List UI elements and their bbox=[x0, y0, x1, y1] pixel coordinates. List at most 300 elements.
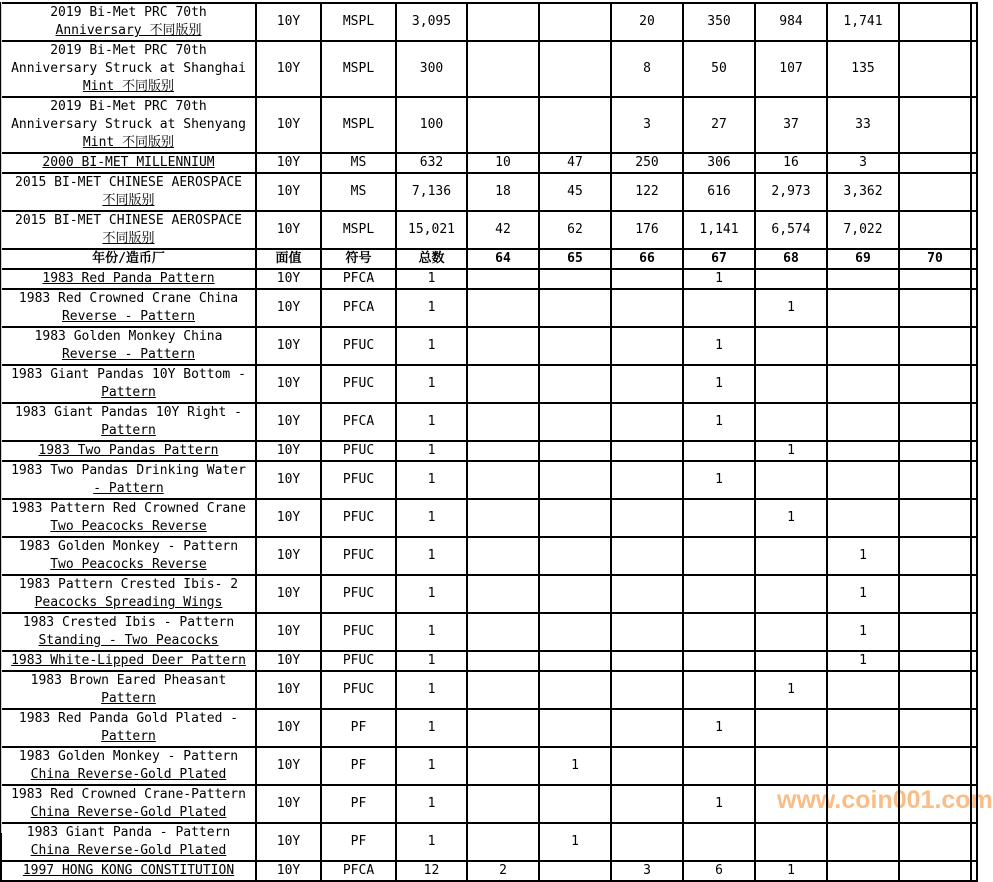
spreadsheet-gridline-margin bbox=[971, 785, 977, 823]
coin-name-cell bbox=[1, 41, 256, 97]
grade-68-count-cell bbox=[755, 575, 827, 613]
coin-name-line: Anniversary 不同版别 bbox=[55, 23, 202, 38]
face-value-cell: 10Y bbox=[256, 861, 321, 881]
coin-row bbox=[1, 97, 977, 153]
grade-67-count-cell: 306 bbox=[683, 153, 755, 173]
total-count-cell: 1 bbox=[396, 613, 467, 651]
grade-65-count-cell bbox=[539, 861, 611, 881]
grade-64-count-cell bbox=[467, 97, 539, 153]
spreadsheet-gridline-margin bbox=[971, 613, 977, 651]
grade-68-count-cell: 1 bbox=[755, 441, 827, 461]
coin-name-line: 2015 BI-MET CHINESE AEROSPACE bbox=[15, 175, 242, 190]
coin-name-line: Pattern bbox=[101, 385, 156, 400]
grade-64-count-cell bbox=[467, 823, 539, 861]
grade-66-count-cell: 3 bbox=[611, 861, 683, 881]
spreadsheet-gridline-margin bbox=[971, 211, 977, 249]
grade-68-count-cell: 1 bbox=[755, 861, 827, 881]
grade-65-count-cell bbox=[539, 785, 611, 823]
grade-67-count-cell: 1 bbox=[683, 269, 755, 289]
coin-name-line: 2019 Bi-Met PRC 70th bbox=[50, 5, 207, 20]
coin-name-cell bbox=[1, 575, 256, 613]
grade-69-count-cell bbox=[827, 441, 899, 461]
coin-name-line: 1983 Red Crowned Crane-Pattern bbox=[11, 787, 246, 802]
coin-name-cell bbox=[1, 785, 256, 823]
spreadsheet-gridline-margin bbox=[971, 499, 977, 537]
coin-name-cell bbox=[1, 709, 256, 747]
grade-symbol-cell: MSPL bbox=[321, 211, 396, 249]
face-value-cell: 10Y bbox=[256, 613, 321, 651]
grade-65-count-cell: 62 bbox=[539, 211, 611, 249]
coin-name-line: 1983 Pattern Red Crowned Crane bbox=[11, 501, 246, 516]
spreadsheet-gridline-margin bbox=[971, 269, 977, 289]
grade-66-count-cell bbox=[611, 327, 683, 365]
coin-row bbox=[1, 403, 977, 441]
grade-65-count-cell bbox=[539, 441, 611, 461]
grade-66-column-header: 66 bbox=[611, 249, 683, 269]
coin-name-line: Pattern bbox=[101, 423, 156, 438]
grade-66-count-cell: 3 bbox=[611, 97, 683, 153]
face-value-cell: 10Y bbox=[256, 785, 321, 823]
spreadsheet-gridline-margin bbox=[971, 365, 977, 403]
coin-name-cell bbox=[1, 211, 256, 249]
coin-population-table bbox=[0, 2, 978, 882]
coin-name-line: 1983 Two Pandas Drinking Water bbox=[11, 463, 246, 478]
spreadsheet-gridline-margin bbox=[971, 3, 977, 41]
grade-65-count-cell: 1 bbox=[539, 823, 611, 861]
grade-70-count-cell bbox=[899, 785, 971, 823]
grade-70-count-cell bbox=[899, 651, 971, 671]
coin-row bbox=[1, 441, 977, 461]
coin-name-cell bbox=[1, 671, 256, 709]
spreadsheet-gridline-margin bbox=[971, 153, 977, 173]
grade-68-count-cell bbox=[755, 461, 827, 499]
grade-64-count-cell bbox=[467, 461, 539, 499]
grade-70-column-header: 70 bbox=[899, 249, 971, 269]
grade-70-count-cell bbox=[899, 861, 971, 881]
coin-name-line: Two Peacocks Reverse bbox=[50, 557, 207, 572]
coin-name-cell bbox=[1, 365, 256, 403]
coin-name-line: Standing - Two Peacocks bbox=[38, 633, 219, 648]
grade-66-count-cell bbox=[611, 537, 683, 575]
grade-64-count-cell bbox=[467, 3, 539, 41]
grade-70-count-cell bbox=[899, 327, 971, 365]
grade-66-count-cell bbox=[611, 441, 683, 461]
coin-row bbox=[1, 289, 977, 327]
grade-68-count-cell bbox=[755, 537, 827, 575]
grade-symbol-cell: PF bbox=[321, 823, 396, 861]
grade-64-count-cell: 2 bbox=[467, 861, 539, 881]
spreadsheet-gridline-margin bbox=[971, 41, 977, 97]
grade-68-count-cell bbox=[755, 403, 827, 441]
coin-name-line: 1983 Brown Eared Pheasant bbox=[30, 673, 227, 688]
grade-68-count-cell bbox=[755, 613, 827, 651]
grade-symbol-cell: PFUC bbox=[321, 441, 396, 461]
grade-66-count-cell bbox=[611, 747, 683, 785]
grade-symbol-cell: MSPL bbox=[321, 97, 396, 153]
face-value-cell: 10Y bbox=[256, 153, 321, 173]
coin-name-cell bbox=[1, 173, 256, 211]
grade-68-count-cell: 6,574 bbox=[755, 211, 827, 249]
coin-name-line: Anniversary Struck at Shanghai bbox=[11, 61, 246, 76]
grade-64-count-cell bbox=[467, 269, 539, 289]
grade-65-count-cell: 47 bbox=[539, 153, 611, 173]
grade-70-count-cell bbox=[899, 269, 971, 289]
grade-65-count-cell bbox=[539, 537, 611, 575]
grade-70-count-cell bbox=[899, 709, 971, 747]
grade-67-count-cell bbox=[683, 671, 755, 709]
grade-67-count-cell: 1 bbox=[683, 785, 755, 823]
face-value-cell: 10Y bbox=[256, 747, 321, 785]
grade-66-count-cell bbox=[611, 575, 683, 613]
coin-row bbox=[1, 3, 977, 41]
grade-symbol-cell: MS bbox=[321, 173, 396, 211]
grade-symbol-cell: PFCA bbox=[321, 289, 396, 327]
grade-64-count-cell bbox=[467, 289, 539, 327]
coin-row bbox=[1, 211, 977, 249]
coin-row bbox=[1, 613, 977, 651]
face-value-cell: 10Y bbox=[256, 327, 321, 365]
grade-66-count-cell: 8 bbox=[611, 41, 683, 97]
grade-symbol-cell: PF bbox=[321, 747, 396, 785]
coin-row bbox=[1, 823, 977, 861]
coin-name-line: Mint 不同版别 bbox=[82, 135, 175, 150]
grade-65-count-cell: 1 bbox=[539, 747, 611, 785]
face-value-cell: 10Y bbox=[256, 441, 321, 461]
grade-64-count-cell bbox=[467, 365, 539, 403]
face-value-cell: 10Y bbox=[256, 173, 321, 211]
grade-69-count-cell bbox=[827, 861, 899, 881]
grade-69-count-cell: 1,741 bbox=[827, 3, 899, 41]
grade-64-count-cell bbox=[467, 41, 539, 97]
grade-69-column-header: 69 bbox=[827, 249, 899, 269]
coin-row bbox=[1, 153, 977, 173]
grade-68-count-cell: 1 bbox=[755, 671, 827, 709]
total-count-cell: 3,095 bbox=[396, 3, 467, 41]
coin-name-line: 1983 Red Crowned Crane China bbox=[18, 291, 239, 306]
face-value-cell: 10Y bbox=[256, 365, 321, 403]
grade-68-count-cell: 1 bbox=[755, 499, 827, 537]
coin-row bbox=[1, 537, 977, 575]
coin-name-line: 1983 Crested Ibis - Pattern bbox=[22, 615, 235, 630]
grade-64-count-cell bbox=[467, 671, 539, 709]
coin-name-line: China Reverse-Gold Plated bbox=[30, 805, 227, 820]
face-value-cell: 10Y bbox=[256, 537, 321, 575]
spreadsheet-gridline-margin bbox=[971, 441, 977, 461]
grade-symbol-cell: MS bbox=[321, 153, 396, 173]
coin-name-line: Pattern bbox=[101, 691, 156, 706]
grade-64-count-cell bbox=[467, 651, 539, 671]
face-value-cell: 10Y bbox=[256, 709, 321, 747]
coin-name-line: Reverse - Pattern bbox=[61, 347, 196, 362]
grade-65-count-cell bbox=[539, 327, 611, 365]
coin-row bbox=[1, 709, 977, 747]
grade-symbol-cell: PFUC bbox=[321, 327, 396, 365]
grade-69-count-cell bbox=[827, 327, 899, 365]
grade-68-count-cell: 984 bbox=[755, 3, 827, 41]
grade-symbol-column-header: 符号 bbox=[321, 249, 396, 269]
grade-67-count-cell bbox=[683, 613, 755, 651]
spreadsheet-gridline-margin bbox=[971, 461, 977, 499]
coin-name-cell bbox=[1, 651, 256, 671]
grade-65-count-cell bbox=[539, 651, 611, 671]
grade-67-count-cell bbox=[683, 537, 755, 575]
coin-row bbox=[1, 861, 977, 881]
coin-name-line: Mint 不同版别 bbox=[82, 79, 175, 94]
total-count-cell: 1 bbox=[396, 747, 467, 785]
grade-69-count-cell bbox=[827, 823, 899, 861]
spreadsheet-gridline-margin bbox=[971, 289, 977, 327]
total-count-cell: 1 bbox=[396, 441, 467, 461]
face-value-cell: 10Y bbox=[256, 3, 321, 41]
face-value-cell: 10Y bbox=[256, 403, 321, 441]
grade-65-count-cell bbox=[539, 289, 611, 327]
grade-65-count-cell bbox=[539, 461, 611, 499]
total-count-cell: 1 bbox=[396, 365, 467, 403]
total-count-cell: 15,021 bbox=[396, 211, 467, 249]
grade-symbol-cell: PFUC bbox=[321, 461, 396, 499]
coin-name-cell bbox=[1, 823, 256, 861]
coin-row bbox=[1, 575, 977, 613]
grade-69-count-cell: 135 bbox=[827, 41, 899, 97]
grade-symbol-cell: PFUC bbox=[321, 671, 396, 709]
grade-67-count-cell bbox=[683, 499, 755, 537]
spreadsheet-gridline-margin bbox=[971, 249, 977, 269]
grade-69-count-cell bbox=[827, 499, 899, 537]
grade-69-count-cell bbox=[827, 365, 899, 403]
coin-name-line: 1983 White-Lipped Deer Pattern bbox=[11, 653, 246, 668]
grade-67-count-cell bbox=[683, 651, 755, 671]
grade-64-count-cell bbox=[467, 747, 539, 785]
total-count-cell: 100 bbox=[396, 97, 467, 153]
grade-69-count-cell bbox=[827, 289, 899, 327]
face-value-cell: 10Y bbox=[256, 575, 321, 613]
coin-name-line: China Reverse-Gold Plated bbox=[30, 767, 227, 782]
grade-68-count-cell: 16 bbox=[755, 153, 827, 173]
grade-66-count-cell bbox=[611, 289, 683, 327]
grade-65-count-cell: 45 bbox=[539, 173, 611, 211]
grade-symbol-cell: PFCA bbox=[321, 269, 396, 289]
face-value-cell: 10Y bbox=[256, 671, 321, 709]
face-value-cell: 10Y bbox=[256, 269, 321, 289]
coin-name-line: 1983 Red Panda Pattern bbox=[42, 271, 215, 286]
face-value-cell: 10Y bbox=[256, 651, 321, 671]
grade-68-count-cell: 2,973 bbox=[755, 173, 827, 211]
grade-70-count-cell bbox=[899, 823, 971, 861]
grade-65-count-cell bbox=[539, 403, 611, 441]
total-count-cell: 1 bbox=[396, 785, 467, 823]
coin-name-line: 2019 Bi-Met PRC 70th bbox=[50, 43, 207, 58]
grade-69-count-cell bbox=[827, 403, 899, 441]
grade-symbol-cell: PFUC bbox=[321, 575, 396, 613]
coin-name-line: Peacocks Spreading Wings bbox=[34, 595, 223, 610]
total-count-cell: 1 bbox=[396, 269, 467, 289]
grade-68-count-cell bbox=[755, 327, 827, 365]
grade-symbol-cell: PFCA bbox=[321, 861, 396, 881]
grade-70-count-cell bbox=[899, 97, 971, 153]
grade-69-count-cell: 1 bbox=[827, 651, 899, 671]
grade-69-count-cell: 3,362 bbox=[827, 173, 899, 211]
coin-name-line: 1997 HONG KONG CONSTITUTION bbox=[22, 863, 235, 878]
total-count-cell: 1 bbox=[396, 289, 467, 327]
grade-66-count-cell bbox=[611, 651, 683, 671]
site-watermark: www.coin001.com bbox=[777, 786, 993, 814]
grade-68-count-cell bbox=[755, 651, 827, 671]
grade-66-count-cell: 20 bbox=[611, 3, 683, 41]
coin-name-cell bbox=[1, 153, 256, 173]
spreadsheet-gridline-margin bbox=[971, 403, 977, 441]
grade-70-count-cell bbox=[899, 575, 971, 613]
grade-65-column-header: 65 bbox=[539, 249, 611, 269]
grade-70-count-cell bbox=[899, 461, 971, 499]
face-value-cell: 10Y bbox=[256, 461, 321, 499]
grade-65-count-cell bbox=[539, 499, 611, 537]
grade-67-count-cell bbox=[683, 289, 755, 327]
spreadsheet-gridline-margin bbox=[971, 823, 977, 861]
grade-67-count-cell bbox=[683, 823, 755, 861]
grade-68-count-cell: 107 bbox=[755, 41, 827, 97]
spreadsheet-gridline-margin bbox=[971, 327, 977, 365]
coin-row bbox=[1, 365, 977, 403]
coin-name-line: 2015 BI-MET CHINESE AEROSPACE bbox=[15, 213, 242, 228]
grade-70-count-cell bbox=[899, 613, 971, 651]
grade-65-count-cell bbox=[539, 709, 611, 747]
total-count-cell: 632 bbox=[396, 153, 467, 173]
total-count-cell: 300 bbox=[396, 41, 467, 97]
grade-66-count-cell bbox=[611, 671, 683, 709]
total-count-cell: 1 bbox=[396, 327, 467, 365]
grade-68-count-cell bbox=[755, 747, 827, 785]
coin-row bbox=[1, 785, 977, 823]
grade-69-count-cell: 3 bbox=[827, 153, 899, 173]
grade-70-count-cell bbox=[899, 747, 971, 785]
coin-row bbox=[1, 461, 977, 499]
grade-66-count-cell bbox=[611, 613, 683, 651]
coin-row bbox=[1, 651, 977, 671]
grade-66-count-cell bbox=[611, 403, 683, 441]
grade-65-count-cell bbox=[539, 269, 611, 289]
grade-65-count-cell bbox=[539, 575, 611, 613]
coin-name-line: 不同版别 bbox=[102, 231, 155, 246]
grade-64-count-cell bbox=[467, 613, 539, 651]
total-count-cell: 7,136 bbox=[396, 173, 467, 211]
total-count-cell: 1 bbox=[396, 403, 467, 441]
grade-68-count-cell bbox=[755, 709, 827, 747]
coin-name-line: 不同版别 bbox=[102, 193, 155, 208]
grade-69-count-cell: 33 bbox=[827, 97, 899, 153]
grade-67-count-cell: 1 bbox=[683, 709, 755, 747]
coin-name-line: 1983 Two Pandas Pattern bbox=[38, 443, 219, 458]
coin-name-cell bbox=[1, 461, 256, 499]
coin-name-cell bbox=[1, 289, 256, 327]
grade-symbol-cell: PFUC bbox=[321, 651, 396, 671]
grade-70-count-cell bbox=[899, 671, 971, 709]
grade-symbol-cell: MSPL bbox=[321, 3, 396, 41]
coin-name-line: Pattern bbox=[101, 729, 156, 744]
coin-row bbox=[1, 173, 977, 211]
coin-row bbox=[1, 499, 977, 537]
coin-name-line: Two Peacocks Reverse bbox=[50, 519, 207, 534]
coin-name-cell bbox=[1, 747, 256, 785]
grade-64-count-cell bbox=[467, 403, 539, 441]
grade-69-count-cell: 1 bbox=[827, 613, 899, 651]
grade-67-count-cell: 1 bbox=[683, 461, 755, 499]
spreadsheet-gridline-margin bbox=[971, 575, 977, 613]
grade-symbol-cell: PFUC bbox=[321, 365, 396, 403]
total-count-cell: 1 bbox=[396, 651, 467, 671]
coin-name-line: China Reverse-Gold Plated bbox=[30, 843, 227, 858]
coin-name-cell bbox=[1, 861, 256, 881]
grade-70-count-cell bbox=[899, 537, 971, 575]
coin-name-line: 1983 Red Panda Gold Plated - bbox=[18, 711, 239, 726]
grade-70-count-cell bbox=[899, 441, 971, 461]
total-count-cell: 1 bbox=[396, 537, 467, 575]
grade-symbol-cell: PFUC bbox=[321, 499, 396, 537]
grade-66-count-cell bbox=[611, 709, 683, 747]
coin-name-line: 1983 Golden Monkey - Pattern bbox=[18, 749, 239, 764]
spreadsheet-gridline-margin bbox=[971, 651, 977, 671]
grade-69-count-cell bbox=[827, 747, 899, 785]
grade-64-count-cell: 10 bbox=[467, 153, 539, 173]
grade-70-count-cell bbox=[899, 365, 971, 403]
grade-69-count-cell: 7,022 bbox=[827, 211, 899, 249]
population-table-body bbox=[1, 3, 977, 881]
grade-67-count-cell: 616 bbox=[683, 173, 755, 211]
grade-67-count-cell: 50 bbox=[683, 41, 755, 97]
grade-69-count-cell bbox=[827, 269, 899, 289]
grade-66-count-cell bbox=[611, 269, 683, 289]
coin-name-cell bbox=[1, 537, 256, 575]
grade-67-count-cell: 27 bbox=[683, 97, 755, 153]
grade-68-count-cell bbox=[755, 365, 827, 403]
grade-68-count-cell: 1 bbox=[755, 289, 827, 327]
spreadsheet-gridline-margin bbox=[971, 747, 977, 785]
grade-68-count-cell bbox=[755, 823, 827, 861]
coin-name-line: - Pattern bbox=[93, 481, 164, 496]
total-count-cell: 12 bbox=[396, 861, 467, 881]
grade-66-count-cell bbox=[611, 365, 683, 403]
grade-64-count-cell bbox=[467, 575, 539, 613]
face-value-cell: 10Y bbox=[256, 499, 321, 537]
grade-65-count-cell bbox=[539, 613, 611, 651]
grade-66-count-cell: 176 bbox=[611, 211, 683, 249]
grade-67-count-cell bbox=[683, 575, 755, 613]
grade-64-count-cell bbox=[467, 499, 539, 537]
column-header-row bbox=[1, 249, 977, 269]
grade-69-count-cell bbox=[827, 785, 899, 823]
coin-row bbox=[1, 41, 977, 97]
coin-name-cell bbox=[1, 327, 256, 365]
coin-row bbox=[1, 327, 977, 365]
spreadsheet-gridline-margin bbox=[971, 861, 977, 881]
grade-66-count-cell bbox=[611, 823, 683, 861]
grade-symbol-cell: PFCA bbox=[321, 403, 396, 441]
grade-67-count-cell: 350 bbox=[683, 3, 755, 41]
grade-65-count-cell bbox=[539, 365, 611, 403]
grade-69-count-cell bbox=[827, 461, 899, 499]
grade-65-count-cell bbox=[539, 41, 611, 97]
grade-70-count-cell bbox=[899, 211, 971, 249]
coin-name-line: 2019 Bi-Met PRC 70th bbox=[50, 99, 207, 114]
coin-row bbox=[1, 269, 977, 289]
coin-name-cell bbox=[1, 613, 256, 651]
face-value-column-header: 面值 bbox=[256, 249, 321, 269]
coin-name-line: 1983 Giant Panda - Pattern bbox=[26, 825, 231, 840]
coin-name-line: Anniversary Struck at Shenyang bbox=[11, 117, 246, 132]
coin-name-line: 2000 BI-MET MILLENNIUM bbox=[42, 155, 215, 170]
grade-64-count-cell bbox=[467, 537, 539, 575]
grade-68-column-header: 68 bbox=[755, 249, 827, 269]
grade-70-count-cell bbox=[899, 41, 971, 97]
